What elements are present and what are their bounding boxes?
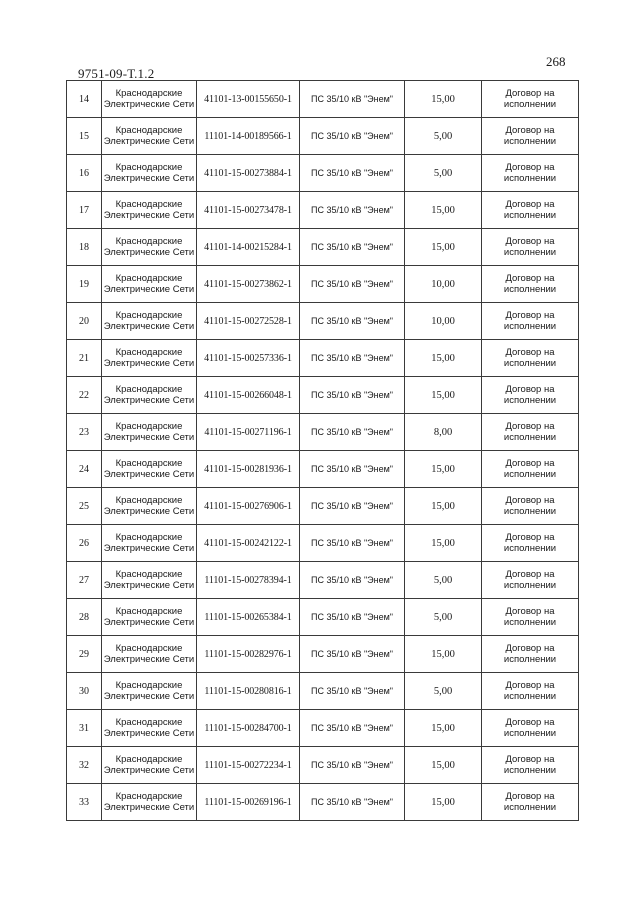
power-cell-text: 15,00: [431, 796, 455, 808]
power-cell: [405, 118, 482, 155]
application-id-cell-text: 41101-15-00271196-1: [204, 426, 292, 438]
substation-cell: [300, 229, 405, 266]
row-number-cell-text: 18: [79, 241, 89, 253]
application-id-cell-text: 41101-15-00273884-1: [204, 167, 292, 179]
power-cell: [405, 229, 482, 266]
power-cell: [405, 155, 482, 192]
status-cell: [482, 451, 579, 488]
row-number-cell: [67, 562, 102, 599]
status-cell: [482, 710, 579, 747]
substation-cell-text: ПС 35/10 кВ "Энем": [311, 353, 393, 363]
row-number-cell-text: 29: [79, 648, 89, 660]
page-number: 268: [546, 54, 566, 69]
application-id-cell-text: 41101-15-00242122-1: [204, 537, 292, 549]
application-id-cell: [197, 118, 300, 155]
network-cell: [102, 229, 197, 266]
status-cell-text: Договор на исполнении: [503, 532, 557, 554]
status-cell: [482, 562, 579, 599]
substation-cell: [300, 488, 405, 525]
row-number-cell: [67, 303, 102, 340]
network-cell: [102, 451, 197, 488]
power-cell: [405, 710, 482, 747]
application-id-cell: [197, 155, 300, 192]
substation-cell: [300, 525, 405, 562]
status-cell-text: Договор на исполнении: [503, 125, 557, 147]
status-cell-text: Договор на исполнении: [503, 754, 557, 776]
row-number-cell: [67, 266, 102, 303]
row-number-cell: [67, 118, 102, 155]
network-cell-text: Краснодарские Электрические Сети: [103, 273, 195, 295]
substation-cell-text: ПС 35/10 кВ "Энем": [311, 316, 393, 326]
application-id-cell-text: 11101-14-00189566-1: [204, 130, 292, 142]
status-cell-text: Договор на исполнении: [503, 643, 557, 665]
substation-cell: [300, 562, 405, 599]
application-id-cell: [197, 710, 300, 747]
power-cell: [405, 747, 482, 784]
substation-cell-text: ПС 35/10 кВ "Энем": [311, 427, 393, 437]
power-cell: [405, 414, 482, 451]
row-number-cell-text: 17: [79, 204, 89, 216]
network-cell-text: Краснодарские Электрические Сети: [103, 384, 195, 406]
network-cell-text: Краснодарские Электрические Сети: [103, 532, 195, 554]
row-number-cell: [67, 377, 102, 414]
status-cell: [482, 599, 579, 636]
application-id-cell: [197, 192, 300, 229]
substation-cell-text: ПС 35/10 кВ "Энем": [311, 760, 393, 770]
row-number-cell: [67, 229, 102, 266]
network-cell: [102, 155, 197, 192]
row-number-cell-text: 16: [79, 167, 89, 179]
network-cell-text: Краснодарские Электрические Сети: [103, 199, 195, 221]
application-id-cell: [197, 599, 300, 636]
power-cell-text: 5,00: [433, 574, 453, 586]
application-id-cell: [197, 340, 300, 377]
substation-cell: [300, 303, 405, 340]
power-cell-text: 15,00: [431, 722, 455, 734]
status-cell: [482, 229, 579, 266]
power-cell-text: 5,00: [433, 130, 453, 142]
row-number-cell-text: 28: [79, 611, 89, 623]
power-cell-text: 5,00: [433, 611, 453, 623]
table-row: [67, 340, 579, 377]
application-id-cell-text: 41101-15-00257336-1: [204, 352, 292, 364]
substation-cell: [300, 784, 405, 821]
application-id-cell-text: 11101-15-00269196-1: [204, 796, 292, 808]
network-cell: [102, 784, 197, 821]
network-cell: [102, 118, 197, 155]
substation-cell-text: ПС 35/10 кВ "Энем": [311, 538, 393, 548]
application-id-cell: [197, 562, 300, 599]
table-row: [67, 784, 579, 821]
substation-cell: [300, 414, 405, 451]
table-row: [67, 451, 579, 488]
application-id-cell-text: 11101-15-00282976-1: [204, 648, 292, 660]
application-id-cell: [197, 747, 300, 784]
network-cell: [102, 192, 197, 229]
network-cell-text: Краснодарские Электрические Сети: [103, 421, 195, 443]
power-cell-text: 5,00: [433, 685, 453, 697]
power-cell-text: 10,00: [431, 315, 455, 327]
status-cell-text: Договор на исполнении: [503, 199, 557, 221]
row-number-cell: [67, 599, 102, 636]
table-row: [67, 673, 579, 710]
application-id-cell-text: 11101-15-00284700-1: [204, 722, 292, 734]
status-cell: [482, 155, 579, 192]
power-cell: [405, 266, 482, 303]
row-number-cell-text: 25: [79, 500, 89, 512]
application-id-cell-text: 41101-15-00266048-1: [204, 389, 292, 401]
status-cell: [482, 784, 579, 821]
application-id-cell-text: 41101-15-00273478-1: [204, 204, 292, 216]
substation-cell: [300, 673, 405, 710]
network-cell: [102, 710, 197, 747]
power-cell-text: 15,00: [431, 352, 455, 364]
substation-cell-text: ПС 35/10 кВ "Энем": [311, 94, 393, 104]
application-id-cell: [197, 266, 300, 303]
table-row: [67, 229, 579, 266]
power-cell: [405, 784, 482, 821]
power-cell-text: 15,00: [431, 204, 455, 216]
row-number-cell-text: 31: [79, 722, 89, 734]
row-number-cell: [67, 525, 102, 562]
substation-cell: [300, 118, 405, 155]
power-cell: [405, 562, 482, 599]
power-cell-text: 15,00: [431, 93, 455, 105]
substation-cell: [300, 636, 405, 673]
substation-cell: [300, 340, 405, 377]
application-id-cell: [197, 451, 300, 488]
table-row: [67, 192, 579, 229]
network-cell: [102, 599, 197, 636]
power-cell: [405, 525, 482, 562]
row-number-cell: [67, 414, 102, 451]
network-cell-text: Краснодарские Электрические Сети: [103, 680, 195, 702]
status-cell: [482, 118, 579, 155]
network-cell-text: Краснодарские Электрические Сети: [103, 495, 195, 517]
network-cell-text: Краснодарские Электрические Сети: [103, 347, 195, 369]
network-cell-text: Краснодарские Электрические Сети: [103, 162, 195, 184]
power-cell: [405, 192, 482, 229]
application-id-cell: [197, 673, 300, 710]
table-row: [67, 562, 579, 599]
table-row: [67, 636, 579, 673]
row-number-cell-text: 27: [79, 574, 89, 586]
status-cell: [482, 414, 579, 451]
network-cell: [102, 266, 197, 303]
application-id-cell: [197, 525, 300, 562]
row-number-cell-text: 23: [79, 426, 89, 438]
table-row: [67, 377, 579, 414]
substation-cell-text: ПС 35/10 кВ "Энем": [311, 464, 393, 474]
application-id-cell: [197, 81, 300, 118]
network-cell: [102, 673, 197, 710]
substation-cell-text: ПС 35/10 кВ "Энем": [311, 649, 393, 659]
substation-cell-text: ПС 35/10 кВ "Энем": [311, 131, 393, 141]
status-cell: [482, 303, 579, 340]
application-id-cell: [197, 636, 300, 673]
network-cell-text: Краснодарские Электрические Сети: [103, 643, 195, 665]
power-cell: [405, 636, 482, 673]
row-number-cell: [67, 636, 102, 673]
row-number-cell-text: 24: [79, 463, 89, 475]
row-number-cell-text: 15: [79, 130, 89, 142]
application-id-cell-text: 11101-15-00280816-1: [204, 685, 292, 697]
application-id-cell-text: 41101-15-00272528-1: [204, 315, 292, 327]
application-id-cell: [197, 488, 300, 525]
application-id-cell-text: 41101-15-00273862-1: [204, 278, 292, 290]
status-cell-text: Договор на исполнении: [503, 495, 557, 517]
status-cell-text: Договор на исполнении: [503, 162, 557, 184]
power-cell: [405, 673, 482, 710]
row-number-cell: [67, 747, 102, 784]
row-number-cell: [67, 155, 102, 192]
status-cell-text: Договор на исполнении: [503, 88, 557, 110]
substation-cell: [300, 81, 405, 118]
row-number-cell-text: 22: [79, 389, 89, 401]
status-cell: [482, 340, 579, 377]
status-cell: [482, 488, 579, 525]
power-cell: [405, 451, 482, 488]
substation-cell-text: ПС 35/10 кВ "Энем": [311, 501, 393, 511]
substation-cell-text: ПС 35/10 кВ "Энем": [311, 686, 393, 696]
power-cell-text: 15,00: [431, 241, 455, 253]
row-number-cell-text: 32: [79, 759, 89, 771]
status-cell: [482, 192, 579, 229]
row-number-cell: [67, 673, 102, 710]
table-body: [67, 81, 579, 821]
row-number-cell-text: 21: [79, 352, 89, 364]
power-cell-text: 15,00: [431, 500, 455, 512]
power-cell: [405, 599, 482, 636]
substation-cell: [300, 377, 405, 414]
status-cell: [482, 525, 579, 562]
status-cell: [482, 377, 579, 414]
row-number-cell-text: 30: [79, 685, 89, 697]
power-cell-text: 8,00: [433, 426, 453, 438]
substation-cell-text: ПС 35/10 кВ "Энем": [311, 242, 393, 252]
status-cell: [482, 636, 579, 673]
status-cell-text: Договор на исполнении: [503, 384, 557, 406]
network-cell-text: Краснодарские Электрические Сети: [103, 458, 195, 480]
substation-cell: [300, 747, 405, 784]
table-row: [67, 488, 579, 525]
power-cell-text: 15,00: [431, 537, 455, 549]
network-cell: [102, 81, 197, 118]
substation-cell: [300, 451, 405, 488]
network-cell-text: Краснодарские Электрические Сети: [103, 791, 195, 813]
substation-cell-text: ПС 35/10 кВ "Энем": [311, 612, 393, 622]
row-number-cell-text: 19: [79, 278, 89, 290]
power-cell-text: 15,00: [431, 463, 455, 475]
row-number-cell: [67, 488, 102, 525]
network-cell-text: Краснодарские Электрические Сети: [103, 754, 195, 776]
connections-table: [66, 80, 579, 821]
power-cell: [405, 81, 482, 118]
row-number-cell: [67, 710, 102, 747]
network-cell: [102, 414, 197, 451]
power-cell-text: 15,00: [431, 648, 455, 660]
application-id-cell-text: 11101-15-00265384-1: [204, 611, 292, 623]
status-cell-text: Договор на исполнении: [503, 717, 557, 739]
row-number-cell-text: 20: [79, 315, 89, 327]
network-cell-text: Краснодарские Электрические Сети: [103, 606, 195, 628]
substation-cell-text: ПС 35/10 кВ "Энем": [311, 575, 393, 585]
status-cell-text: Договор на исполнении: [503, 458, 557, 480]
network-cell-text: Краснодарские Электрические Сети: [103, 88, 195, 110]
application-id-cell: [197, 784, 300, 821]
table-row: [67, 155, 579, 192]
network-cell-text: Краснодарские Электрические Сети: [103, 310, 195, 332]
substation-cell: [300, 710, 405, 747]
substation-cell: [300, 266, 405, 303]
application-id-cell: [197, 303, 300, 340]
status-cell: [482, 266, 579, 303]
substation-cell: [300, 599, 405, 636]
status-cell-text: Договор на исполнении: [503, 569, 557, 591]
substation-cell: [300, 192, 405, 229]
status-cell-text: Договор на исполнении: [503, 606, 557, 628]
row-number-cell: [67, 192, 102, 229]
status-cell: [482, 747, 579, 784]
table-row: [67, 747, 579, 784]
table-row: [67, 525, 579, 562]
application-id-cell-text: 41101-13-00155650-1: [204, 93, 292, 105]
status-cell-text: Договор на исполнении: [503, 791, 557, 813]
network-cell: [102, 303, 197, 340]
application-id-cell: [197, 414, 300, 451]
network-cell-text: Краснодарские Электрические Сети: [103, 717, 195, 739]
power-cell-text: 5,00: [433, 167, 453, 179]
power-cell-text: 15,00: [431, 759, 455, 771]
status-cell: [482, 81, 579, 118]
status-cell-text: Договор на исполнении: [503, 273, 557, 295]
row-number-cell: [67, 784, 102, 821]
status-cell-text: Договор на исполнении: [503, 310, 557, 332]
application-id-cell: [197, 229, 300, 266]
table-row: [67, 710, 579, 747]
network-cell: [102, 488, 197, 525]
application-id-cell-text: 41101-15-00276906-1: [204, 500, 292, 512]
row-number-cell-text: 33: [79, 796, 89, 808]
network-cell: [102, 525, 197, 562]
status-cell-text: Договор на исполнении: [503, 347, 557, 369]
network-cell: [102, 636, 197, 673]
table-row: [67, 303, 579, 340]
power-cell-text: 15,00: [431, 389, 455, 401]
substation-cell-text: ПС 35/10 кВ "Энем": [311, 168, 393, 178]
power-cell: [405, 340, 482, 377]
table-row: [67, 81, 579, 118]
network-cell-text: Краснодарские Электрические Сети: [103, 569, 195, 591]
row-number-cell: [67, 340, 102, 377]
row-number-cell-text: 14: [79, 93, 89, 105]
network-cell-text: Краснодарские Электрические Сети: [103, 125, 195, 147]
substation-cell-text: ПС 35/10 кВ "Энем": [311, 279, 393, 289]
substation-cell-text: ПС 35/10 кВ "Энем": [311, 723, 393, 733]
status-cell: [482, 673, 579, 710]
row-number-cell: [67, 81, 102, 118]
row-number-cell-text: 26: [79, 537, 89, 549]
substation-cell: [300, 155, 405, 192]
status-cell-text: Договор на исполнении: [503, 680, 557, 702]
power-cell: [405, 303, 482, 340]
network-cell-text: Краснодарские Электрические Сети: [103, 236, 195, 258]
network-cell: [102, 340, 197, 377]
application-id-cell-text: 41101-14-00215284-1: [204, 241, 292, 253]
substation-cell-text: ПС 35/10 кВ "Энем": [311, 390, 393, 400]
network-cell: [102, 377, 197, 414]
power-cell: [405, 488, 482, 525]
status-cell-text: Договор на исполнении: [503, 236, 557, 258]
table-row: [67, 599, 579, 636]
application-id-cell-text: 41101-15-00281936-1: [204, 463, 292, 475]
substation-cell-text: ПС 35/10 кВ "Энем": [311, 797, 393, 807]
power-cell-text: 10,00: [431, 278, 455, 290]
application-id-cell-text: 11101-15-00278394-1: [204, 574, 292, 586]
substation-cell-text: ПС 35/10 кВ "Энем": [311, 205, 393, 215]
network-cell: [102, 562, 197, 599]
application-id-cell-text: 11101-15-00272234-1: [204, 759, 292, 771]
status-cell-text: Договор на исполнении: [503, 421, 557, 443]
row-number-cell: [67, 451, 102, 488]
document-code: 9751-09-Т.1.2: [78, 66, 155, 81]
power-cell: [405, 377, 482, 414]
application-id-cell: [197, 377, 300, 414]
network-cell: [102, 747, 197, 784]
table-row: [67, 266, 579, 303]
table-row: [67, 118, 579, 155]
table-row: [67, 414, 579, 451]
